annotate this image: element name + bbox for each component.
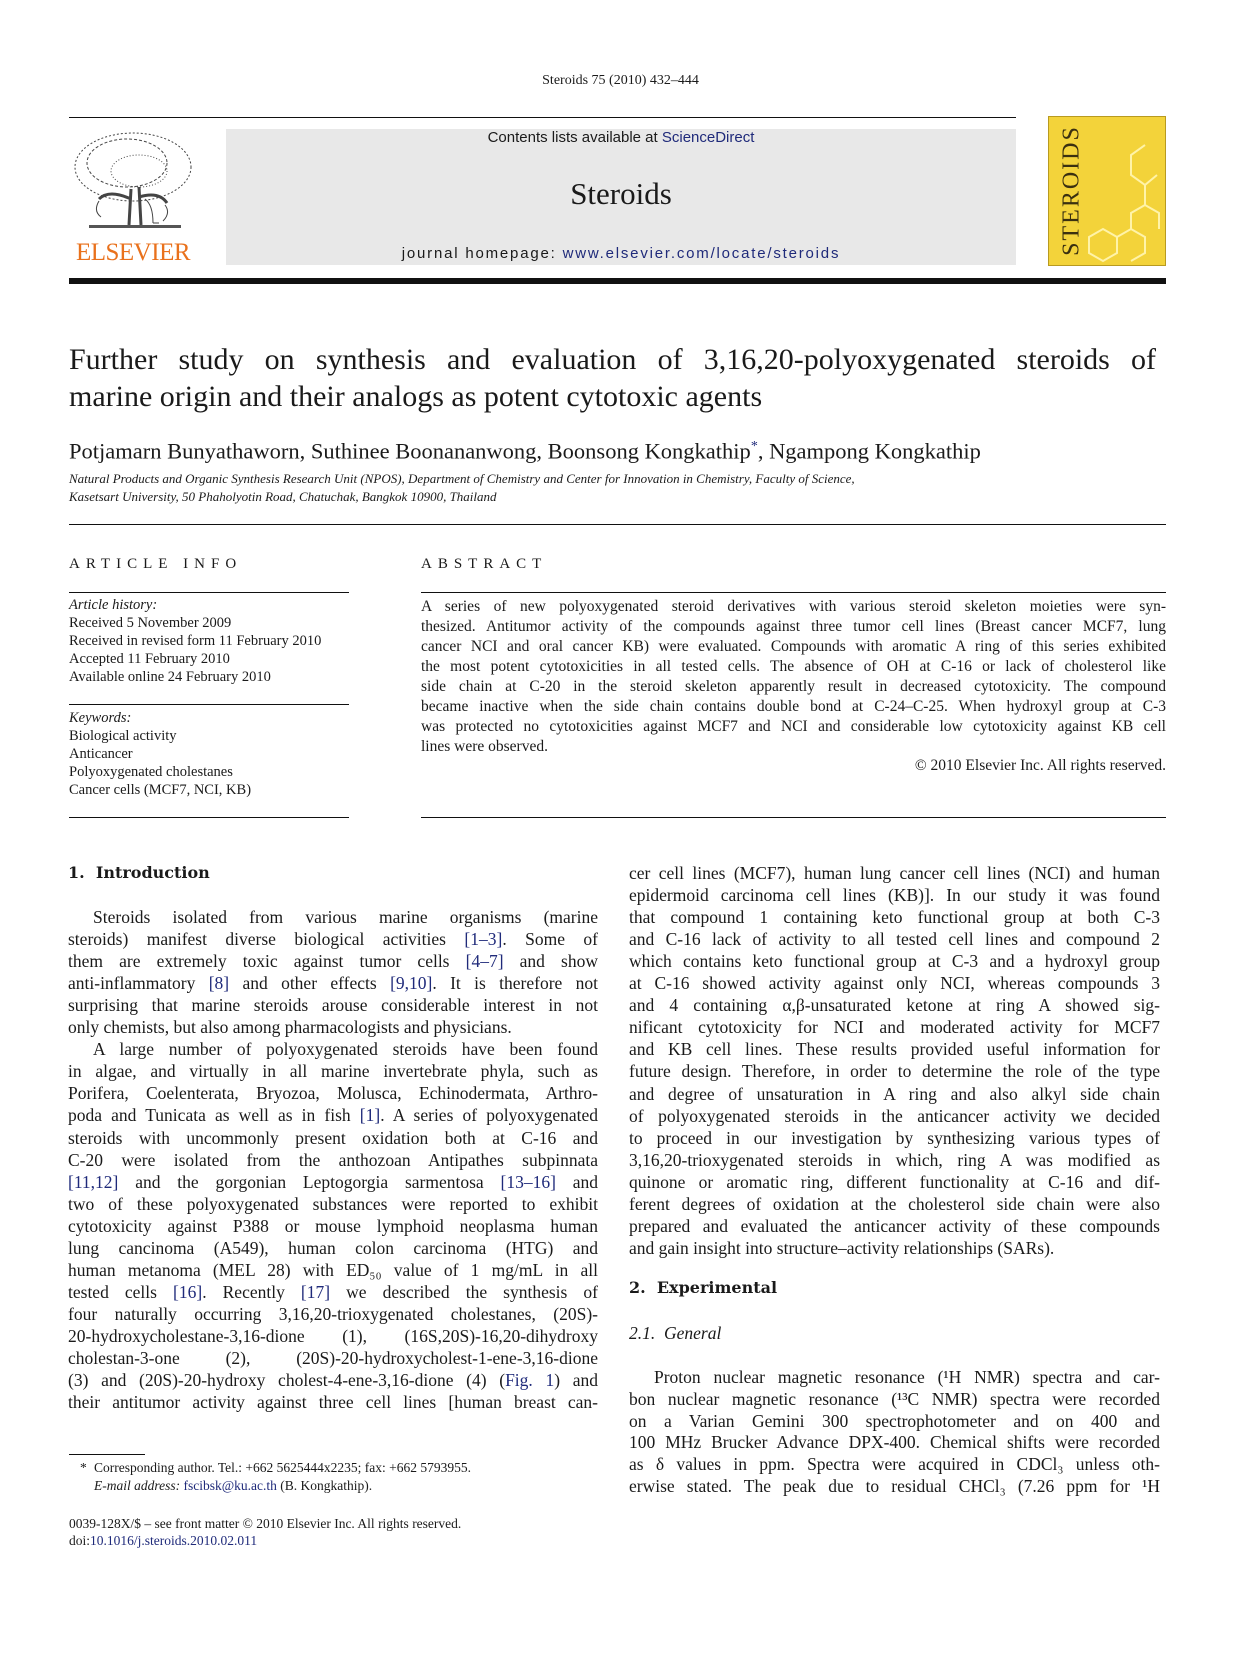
keywords-label: Keywords: <box>69 710 132 726</box>
affiliation-line: Kasetsart University, 50 Phaholyotin Road, Chatuchak, Bangkok 10900, Thailand <box>69 489 497 504</box>
abstract-line: side chain at C-20 in the steroid skeleton apparently result in decreased cytotoxicity. The compound <box>421 678 1166 695</box>
body-text-line: two of these polyoxygenated substances were reported to exhibit <box>68 1193 598 1214</box>
footnote-mark: * <box>80 1460 87 1475</box>
email-suffix: (B. Kongkathip). <box>276 1478 373 1493</box>
body-text-line: future design. Therefore, in order to determine the role of the type <box>629 1061 1160 1082</box>
doi-prefix: doi: <box>69 1533 91 1548</box>
citation-link[interactable]: [8] <box>208 973 230 994</box>
homepage-prefix: journal homepage: <box>401 245 563 262</box>
cover-title: STEROIDS <box>1058 125 1085 256</box>
body-text-line: four naturally occurring 3,16,20-trioxygenated cholestanes, (20S)- <box>68 1303 598 1324</box>
abstract-line: became inactive when the side chain contains double bond at C-24–C-25. When hydroxyl group at C-3 <box>421 698 1166 715</box>
authors-after: , Ngampong Kongkathip <box>757 438 981 464</box>
body-text-line: 3,16,20-trioxygenated steroids in which, ring A was modified as <box>629 1149 1160 1170</box>
abstract-rule <box>421 592 1166 593</box>
body-text-line: erwise stated. The peak due to residual CHCl₃ (7.26 ppm for ¹H <box>629 1476 1160 1496</box>
footnote-corresponding <box>80 1460 471 1476</box>
body-text-line: and KB cell lines. These results provided useful information for <box>629 1039 1160 1060</box>
abstract-copyright: © 2010 Elsevier Inc. All rights reserved. <box>914 757 1166 774</box>
keyword: Anticancer <box>69 746 133 762</box>
body-text-line: [11,12] and the gorgonian Leptogorgia sarmentosa [13–16] and <box>68 1171 598 1192</box>
citation-link[interactable]: [16] <box>173 1281 203 1302</box>
body-text-line: bon nuclear magnetic resonance (¹³C NMR) spectra were recorded <box>629 1388 1160 1409</box>
article-title-line-1: Further study on synthesis and evaluation of 3,16,20-polyoxygenated steroids of <box>69 343 1156 376</box>
elsevier-logo[interactable] <box>69 129 197 266</box>
body-text-line: cytotoxicity against P388 or mouse lymphoid neoplasma human <box>68 1215 598 1236</box>
abstract-line: A series of new polyoxygenated steroid derivatives with various steroid skeleton moieties were syn- <box>421 598 1166 615</box>
section-heading-introduction: 1. Introduction <box>68 863 210 882</box>
contents-prefix: Contents lists available at <box>487 129 662 146</box>
body-text-line: of polyoxygenated steroids in the anticancer activity we decided <box>629 1105 1160 1126</box>
abstract-line: thesized. Antitumor activity of the compounds against three tumor cell lines (Breast cancer MCF7, lung <box>421 618 1166 635</box>
body-text-line: anti-inflammatory [8] and other effects [9,10]. It is therefore not <box>68 973 599 994</box>
body-text-line: lung cancinoma (A549), human colon carcinoma (HTG) and <box>68 1237 598 1258</box>
history-entry: Received 5 November 2009 <box>69 615 232 631</box>
citation-link[interactable]: [4–7] <box>465 951 504 972</box>
abstract-bottom-rule <box>421 817 1166 818</box>
elsevier-tree-icon <box>69 129 197 233</box>
body-text-line: surprising that marine steroids arouse considerable interest in not <box>68 995 598 1016</box>
abstract-line: the most potent cytotoxicities in all tested cells. The absence of OH at C-16 or lack of cholesterol like <box>421 658 1166 675</box>
article-info-rule <box>69 592 349 593</box>
abstract-line: lines were observed. <box>421 738 548 755</box>
article-title-line-2: marine origin and their analogs as potent cytotoxic agents <box>69 380 763 413</box>
body-text-line: on a Varian Gemini 300 spectrophotometer and on 400 and <box>629 1410 1160 1431</box>
citation-link[interactable]: [1] <box>359 1105 381 1126</box>
header-thick-rule <box>69 278 1166 284</box>
body-text-line: their antitumor activity against three cell lines [human breast can- <box>68 1392 598 1413</box>
body-text-line: steroids with uncommonly present oxidation both at C-16 and <box>68 1127 598 1148</box>
footnote-rule <box>69 1454 145 1455</box>
body-text-line: epidermoid carcinoma cell lines (KB)]. In our study it was found <box>629 885 1160 906</box>
journal-title: Steroids <box>570 176 672 211</box>
citation-link[interactable]: [9,10] <box>390 973 433 994</box>
body-text-line: prepared and evaluated the anticancer activity of these compounds <box>629 1215 1160 1236</box>
citation-link[interactable]: [11,12] <box>68 1171 119 1192</box>
body-text-line: ferent degrees of oxidation at the cholesterol side chain were also <box>629 1193 1160 1214</box>
body-text-line: and 4 containing α,β-unsaturated ketone at ring A showed sig- <box>629 995 1160 1016</box>
body-text-line: quinone or aromatic ring, different functionality at C-16 and dif- <box>629 1171 1160 1192</box>
body-text-line: A large number of polyoxygenated steroids have been found <box>93 1039 598 1060</box>
history-entry: Accepted 11 February 2010 <box>69 651 230 667</box>
body-text-line: as δ values in ppm. Spectra were acquired in CDCl₃ unless oth- <box>629 1454 1160 1475</box>
doi-link[interactable]: 10.1016/j.steroids.2010.02.011 <box>90 1533 258 1548</box>
journal-banner <box>226 129 1016 265</box>
body-text-line: poda and Tunicata as well as in fish [1]. A series of polyoxygenated <box>68 1105 598 1126</box>
header-top-rule <box>69 117 1016 118</box>
body-text-line: cer cell lines (MCF7), human lung cancer cell lines (NCI) and human <box>629 863 1160 883</box>
body-text-line: and gain insight into structure–activity relationships (SARs). <box>629 1237 1055 1258</box>
body-text-line: 100 MHz Brucker Advance DPX-400. Chemical shifts were recorded <box>629 1432 1160 1453</box>
molecule-icon <box>1079 127 1165 263</box>
email-link[interactable]: fscibsk@ku.ac.th <box>183 1478 277 1493</box>
body-text-line: them are extremely toxic against tumor cells [4–7] and show <box>68 951 598 972</box>
affiliation-line: Natural Products and Organic Synthesis Research Unit (NPOS), Department of Chemistry and Center for Innovation in Chemistry, Faculty of Science, <box>69 471 855 486</box>
body-text-line: 20-hydroxycholestane-3,16-dione (1), (16S,20S)-16,20-dihydroxy <box>68 1325 598 1346</box>
article-info-heading: ARTICLE INFO <box>69 556 243 572</box>
subsection-heading-general: 2.1. General <box>629 1323 722 1343</box>
citation-link[interactable]: [17] <box>300 1281 331 1302</box>
history-entry: Available online 24 February 2010 <box>69 669 271 685</box>
body-text-line: tested cells [16]. Recently [17] we described the synthesis of <box>68 1281 598 1302</box>
homepage-link[interactable]: www.elsevier.com/locate/steroids <box>562 245 841 262</box>
body-text-line: which contains keto functional group at C-3 and a hydroxyl group <box>629 951 1160 972</box>
body-text-line: Proton nuclear magnetic resonance (¹H NMR) spectra and car- <box>654 1367 1160 1387</box>
author-list <box>69 434 981 465</box>
corresponding-author-mark[interactable]: * <box>750 439 758 454</box>
keyword: Biological activity <box>69 728 177 744</box>
body-text-line: Steroids isolated from various marine organisms (marine <box>93 907 598 927</box>
body-text-line: only chemists, but also among pharmacologists and physicians. <box>68 1017 512 1038</box>
keywords-rule <box>69 704 349 705</box>
body-text-line: cholestan-3-one (2), (20S)-20-hydroxycholest-1-ene-3,16-dione <box>68 1348 598 1368</box>
body-text-line: (3) and (20S)-20-hydroxy cholest-4-ene-3,16-dione (4) (Fig. 1) and <box>68 1370 598 1391</box>
body-text-line: Porifera, Coelenterata, Bryozoa, Molusca, Echinodermata, Arthro- <box>68 1083 598 1104</box>
body-text-line: steroids) manifest diverse biological activities [1–3]. Some of <box>68 929 598 950</box>
article-history-label: Article history: <box>69 597 158 613</box>
abstract-heading: ABSTRACT <box>421 556 548 572</box>
citation-link[interactable]: Fig. 1 <box>505 1370 555 1391</box>
body-text-line: C-20 were isolated from the anthozoan Antipathes subpinnata <box>68 1149 598 1170</box>
email-label: E-mail address: <box>94 1478 184 1493</box>
keyword: Polyoxygenated cholestanes <box>69 764 233 780</box>
body-text-line: that compound 1 containing keto functional group at both C-3 <box>629 907 1160 928</box>
journal-cover[interactable] <box>1048 116 1166 266</box>
section-heading-experimental: 2. Experimental <box>629 1278 778 1297</box>
body-text-line: at C-16 showed activity against only NCI, whereas compounds 3 <box>629 973 1160 994</box>
abstract-line: was protected no cytotoxicities against MCF7 and NCI and considerable low cytotoxicity against KB cell <box>421 718 1166 735</box>
abstract-line: cancer NCI and oral cancer KB) were evaluated. Compounds with aromatic A ring of this series exhibited <box>421 638 1166 655</box>
body-text-line: in algae, and virtually in all marine invertebrate phyla, such as <box>68 1061 598 1082</box>
sciencedirect-link[interactable]: ScienceDirect <box>661 129 755 146</box>
body-text-line: human metanoma (MEL 28) with ED₅₀ value of 1 mg/mL in all <box>68 1259 598 1280</box>
authors-before: Potjamarn Bunyathaworn, Suthinee Boonananwong, Boonsong Kongkathip <box>69 438 751 464</box>
body-text-line: to proceed in our investigation by synthesizing various types of <box>629 1127 1160 1148</box>
citation-link[interactable]: [1–3] <box>464 929 503 950</box>
title-bottom-rule <box>69 524 1166 525</box>
corresponding-author-text: Corresponding author. Tel.: +662 5625444x2235; fax: +662 5793955. <box>94 1460 472 1475</box>
front-matter: 0039-128X/$ – see front matter © 2010 Elsevier Inc. All rights reserved. <box>69 1516 462 1531</box>
article-info-bottom-rule <box>69 817 349 818</box>
body-text-line: and degree of unsaturation in A ring and also alkyl side chain <box>629 1083 1160 1104</box>
history-entry: Received in revised form 11 February 2010 <box>69 633 322 649</box>
keyword: Cancer cells (MCF7, NCI, KB) <box>69 782 252 798</box>
citation-link[interactable]: [13–16] <box>500 1171 556 1192</box>
doi-line <box>69 1533 257 1549</box>
homepage-line <box>226 245 1016 263</box>
running-head: Steroids 75 (2010) 432–444 <box>542 73 699 88</box>
body-text-line: nificant cytotoxicity for NCI and moderated activity for MCF7 <box>629 1017 1160 1038</box>
footnote-email <box>94 1478 372 1494</box>
contents-line <box>226 129 1016 147</box>
body-text-line: and C-16 lack of activity to all tested cell lines and compound 2 <box>629 929 1160 950</box>
elsevier-wordmark: ELSEVIER <box>75 239 191 266</box>
